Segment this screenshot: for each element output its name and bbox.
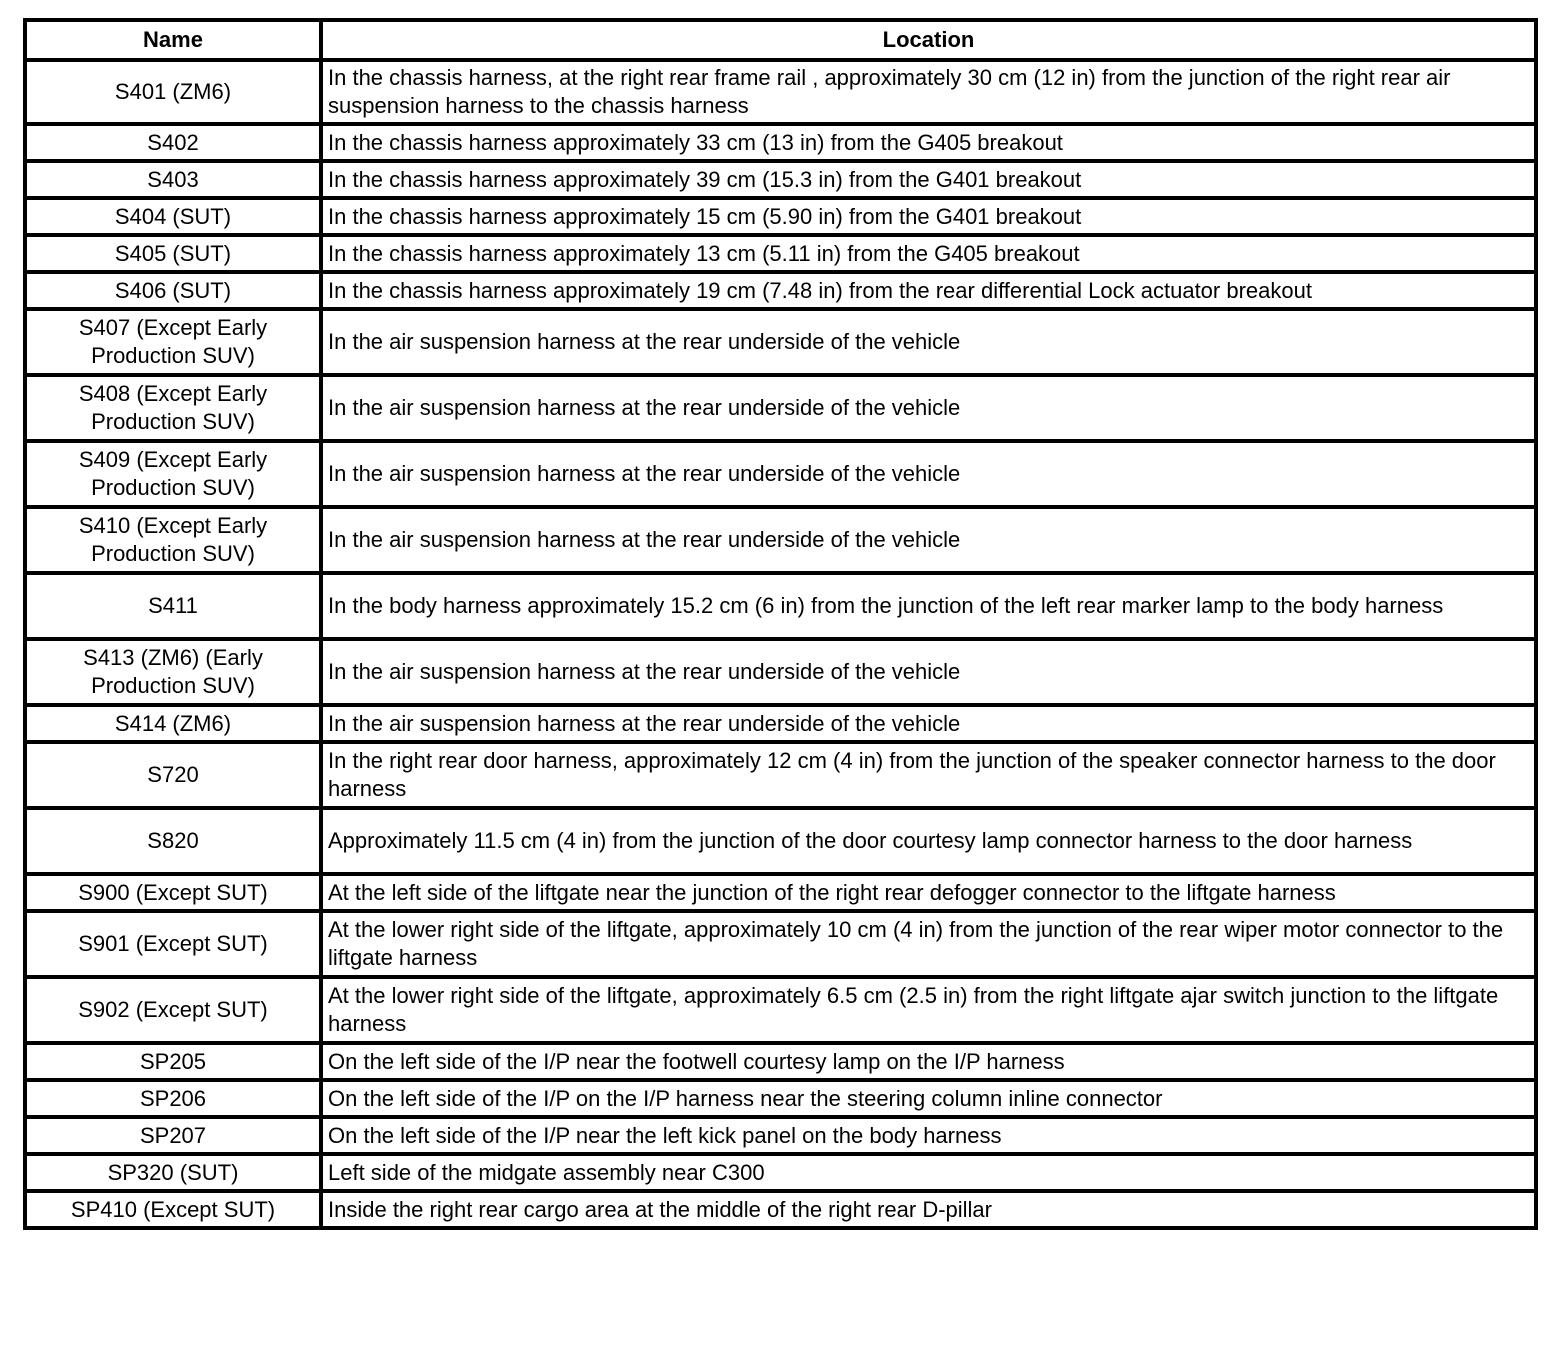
table-row [25,977,1536,1043]
splice-location-cell: Left side of the midgate assembly near C300 [321,1154,1536,1191]
splice-name-cell: SP205 [25,1043,321,1080]
table-row [25,911,1536,977]
splice-name-cell: S414 (ZM6) [25,705,321,742]
splice-location-cell: In the chassis harness, at the right rear frame rail , approximately 30 cm (12 in) from the junction of the right rear air suspension harness to the chassis harness [321,60,1536,124]
splice-location-cell: Approximately 11.5 cm (4 in) from the junction of the door courtesy lamp connector harness to the door harness [321,808,1536,874]
table-row [25,705,1536,742]
column-header-location: Location [321,20,1536,60]
table-row [25,639,1536,705]
table-row [25,507,1536,573]
splice-name-cell: SP207 [25,1117,321,1154]
table-row [25,309,1536,375]
splice-location-cell: At the left side of the liftgate near the junction of the right rear defogger connector to the liftgate harness [321,874,1536,911]
table-row [25,161,1536,198]
splice-name-cell: S403 [25,161,321,198]
splice-location-cell: In the chassis harness approximately 13 cm (5.11 in) from the G405 breakout [321,235,1536,272]
table-row [25,272,1536,309]
table-row [25,198,1536,235]
table-row [25,375,1536,441]
table-row [25,235,1536,272]
table-row [25,60,1536,124]
splice-location-cell: In the body harness approximately 15.2 cm (6 in) from the junction of the left rear marker lamp to the body harness [321,573,1536,639]
splice-name-cell: S404 (SUT) [25,198,321,235]
splice-name-cell: S902 (Except SUT) [25,977,321,1043]
splice-location-cell: In the chassis harness approximately 33 cm (13 in) from the G405 breakout [321,124,1536,161]
splice-location-cell: In the air suspension harness at the rear underside of the vehicle [321,441,1536,507]
splice-name-cell: SP320 (SUT) [25,1154,321,1191]
splice-name-cell: S409 (Except Early Production SUV) [25,441,321,507]
column-header-name: Name [25,20,321,60]
splice-name-cell: S820 [25,808,321,874]
splice-name-cell: S411 [25,573,321,639]
table-row [25,1043,1536,1080]
table-row [25,441,1536,507]
splice-name-cell: S401 (ZM6) [25,60,321,124]
table-row [25,874,1536,911]
splice-location-cell: In the air suspension harness at the rear underside of the vehicle [321,705,1536,742]
splice-name-cell: S407 (Except Early Production SUV) [25,309,321,375]
splice-location-cell: In the chassis harness approximately 15 cm (5.90 in) from the G401 breakout [321,198,1536,235]
table-row [25,1080,1536,1117]
splice-name-cell: S410 (Except Early Production SUV) [25,507,321,573]
table-row [25,1154,1536,1191]
splice-location-cell: In the chassis harness approximately 39 cm (15.3 in) from the G401 breakout [321,161,1536,198]
table-row [25,1117,1536,1154]
splice-location-cell: At the lower right side of the liftgate, approximately 10 cm (4 in) from the junction of the rear wiper motor connector to the liftgate harness [321,911,1536,977]
splice-location-cell: In the air suspension harness at the rear underside of the vehicle [321,639,1536,705]
splice-location-cell: On the left side of the I/P on the I/P harness near the steering column inline connector [321,1080,1536,1117]
table-row [25,124,1536,161]
splice-location-table [23,18,1538,1230]
splice-name-cell: SP206 [25,1080,321,1117]
splice-name-cell: S720 [25,742,321,808]
splice-location-cell: In the right rear door harness, approximately 12 cm (4 in) from the junction of the speaker connector harness to the door harness [321,742,1536,808]
splice-location-cell: In the air suspension harness at the rear underside of the vehicle [321,309,1536,375]
header-row [25,20,1536,60]
splice-location-cell: In the air suspension harness at the rear underside of the vehicle [321,507,1536,573]
splice-name-cell: SP410 (Except SUT) [25,1191,321,1228]
splice-name-cell: S405 (SUT) [25,235,321,272]
splice-location-cell: On the left side of the I/P near the left kick panel on the body harness [321,1117,1536,1154]
splice-name-cell: S413 (ZM6) (Early Production SUV) [25,639,321,705]
splice-name-cell: S402 [25,124,321,161]
table-row [25,573,1536,639]
splice-name-cell: S406 (SUT) [25,272,321,309]
splice-name-cell: S408 (Except Early Production SUV) [25,375,321,441]
splice-name-cell: S901 (Except SUT) [25,911,321,977]
splice-location-cell: Inside the right rear cargo area at the middle of the right rear D-pillar [321,1191,1536,1228]
splice-location-cell: In the chassis harness approximately 19 cm (7.48 in) from the rear differential Lock actuator breakout [321,272,1536,309]
splice-location-cell: At the lower right side of the liftgate, approximately 6.5 cm (2.5 in) from the right liftgate ajar switch junction to the liftgate harness [321,977,1536,1043]
splice-location-cell: On the left side of the I/P near the footwell courtesy lamp on the I/P harness [321,1043,1536,1080]
table-row [25,1191,1536,1228]
table-row [25,808,1536,874]
table-row [25,742,1536,808]
table-body [25,60,1536,1228]
splice-location-cell: In the air suspension harness at the rear underside of the vehicle [321,375,1536,441]
splice-name-cell: S900 (Except SUT) [25,874,321,911]
